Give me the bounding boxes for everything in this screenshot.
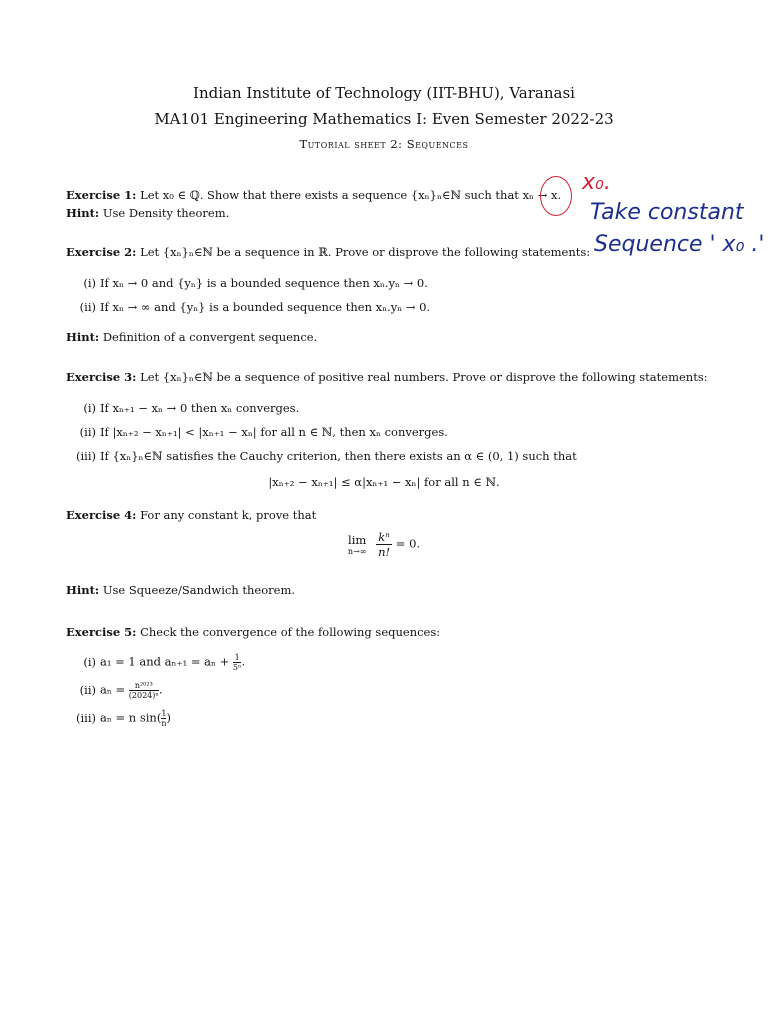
red-circle-annotation (540, 176, 572, 216)
exercise-5-label: Exercise 5: (66, 625, 137, 639)
hint-label: Hint: (66, 330, 100, 344)
exercise-3 (66, 369, 708, 385)
exercise-1 (66, 187, 561, 203)
exercise-3-item-2: (ii) If |xₙ₊₂ − xₙ₊₁| < |xₙ₊₁ − xₙ| for all n ∈ ℕ, then xₙ converges. (79, 425, 448, 439)
institute-title: Indian Institute of Technology (IIT-BHU), Varanasi (193, 84, 575, 102)
course-title: MA101 Engineering Mathematics I: Even Semester 2022-23 (154, 110, 614, 128)
exercise-2-label: Exercise 2: (66, 245, 137, 259)
exercise-5 (66, 624, 440, 640)
annotation-line-2: Sequence ' x₀ .' (594, 232, 765, 257)
exercise-3-text: Let {xₙ}ₙ∈ℕ be a sequence of positive real numbers. Prove or disprove the following statements: (140, 370, 708, 384)
exercise-1-text: Let x₀ ∈ ℚ. Show that there exists a sequence {xₙ}ₙ∈ℕ such that xₙ → x. (140, 188, 562, 202)
exercise-2-hint (66, 329, 317, 345)
hint-label: Hint: (66, 206, 100, 220)
hint-label: Hint: (66, 583, 100, 597)
hint-text: Definition of a convergent sequence. (102, 330, 318, 344)
exercise-4-hint (66, 582, 295, 598)
exercise-5-item-1: (i) a₁ = 1 and aₙ₊₁ = aₙ + $\frac{1}{\text{5ⁿ}}$. (83, 653, 246, 672)
exercise-1-label: Exercise 1: (66, 188, 137, 202)
exercise-5-item-3: (iii) aₙ = n sin( $\frac{1}{n}$) (75, 709, 171, 728)
annotation-line-1: Take constant (590, 200, 744, 225)
exercise-2 (66, 244, 590, 260)
exercise-2-item-2: (ii) If xₙ → ∞ and {yₙ} is a bounded sequence then xₙ.yₙ → 0. (79, 300, 431, 314)
exercise-3-item-3: (iii) If {xₙ}ₙ∈ℕ satisfies the Cauchy criterion, then there exists an α ∈ (0, 1) such that (75, 449, 577, 463)
limit-operator: lim n→∞ (347, 533, 367, 556)
exercise-4-limit-equation: lim n→∞ $\frac{\text{kⁿ}}{n!}$ = 0. (347, 530, 421, 559)
exercise-5-text: Check the convergence of the following sequences: (140, 625, 441, 639)
exercise-5-item-2: (ii) aₙ = $\frac{\text{n²⁰²³}}{\text{(2024)ⁿ}}$. (79, 681, 163, 700)
exercise-4 (66, 507, 316, 523)
exercise-1-hint (66, 205, 229, 221)
sheet-title: Tutorial sheet 2: Sequences (299, 137, 469, 151)
exercise-2-item-1: (i) If xₙ → 0 and {yₙ} is a bounded sequence then xₙ.yₙ → 0. (83, 276, 428, 290)
exercise-4-label: Exercise 4: (66, 508, 137, 522)
limit-fraction: $\frac{\text{kⁿ}}{n!}$ (378, 530, 391, 559)
hint-text: Use Squeeze/Sandwich theorem. (102, 583, 296, 597)
red-annotation-x0: x₀. (582, 170, 611, 195)
hint-text: Use Density theorem. (102, 206, 230, 220)
exercise-3-item-1: (i) If xₙ₊₁ − xₙ → 0 then xₙ converges. (83, 401, 300, 415)
exercise-3-label: Exercise 3: (66, 370, 137, 384)
exercise-3-display-equation: |xₙ₊₂ − xₙ₊₁| ≤ α|xₙ₊₁ − xₙ| for all n ∈ ℕ. (268, 475, 500, 489)
exercise-2-text: Let {xₙ}ₙ∈ℕ be a sequence in ℝ. Prove or disprove the following statements: (140, 245, 591, 259)
exercise-4-text: For any constant k, prove that (140, 508, 317, 522)
